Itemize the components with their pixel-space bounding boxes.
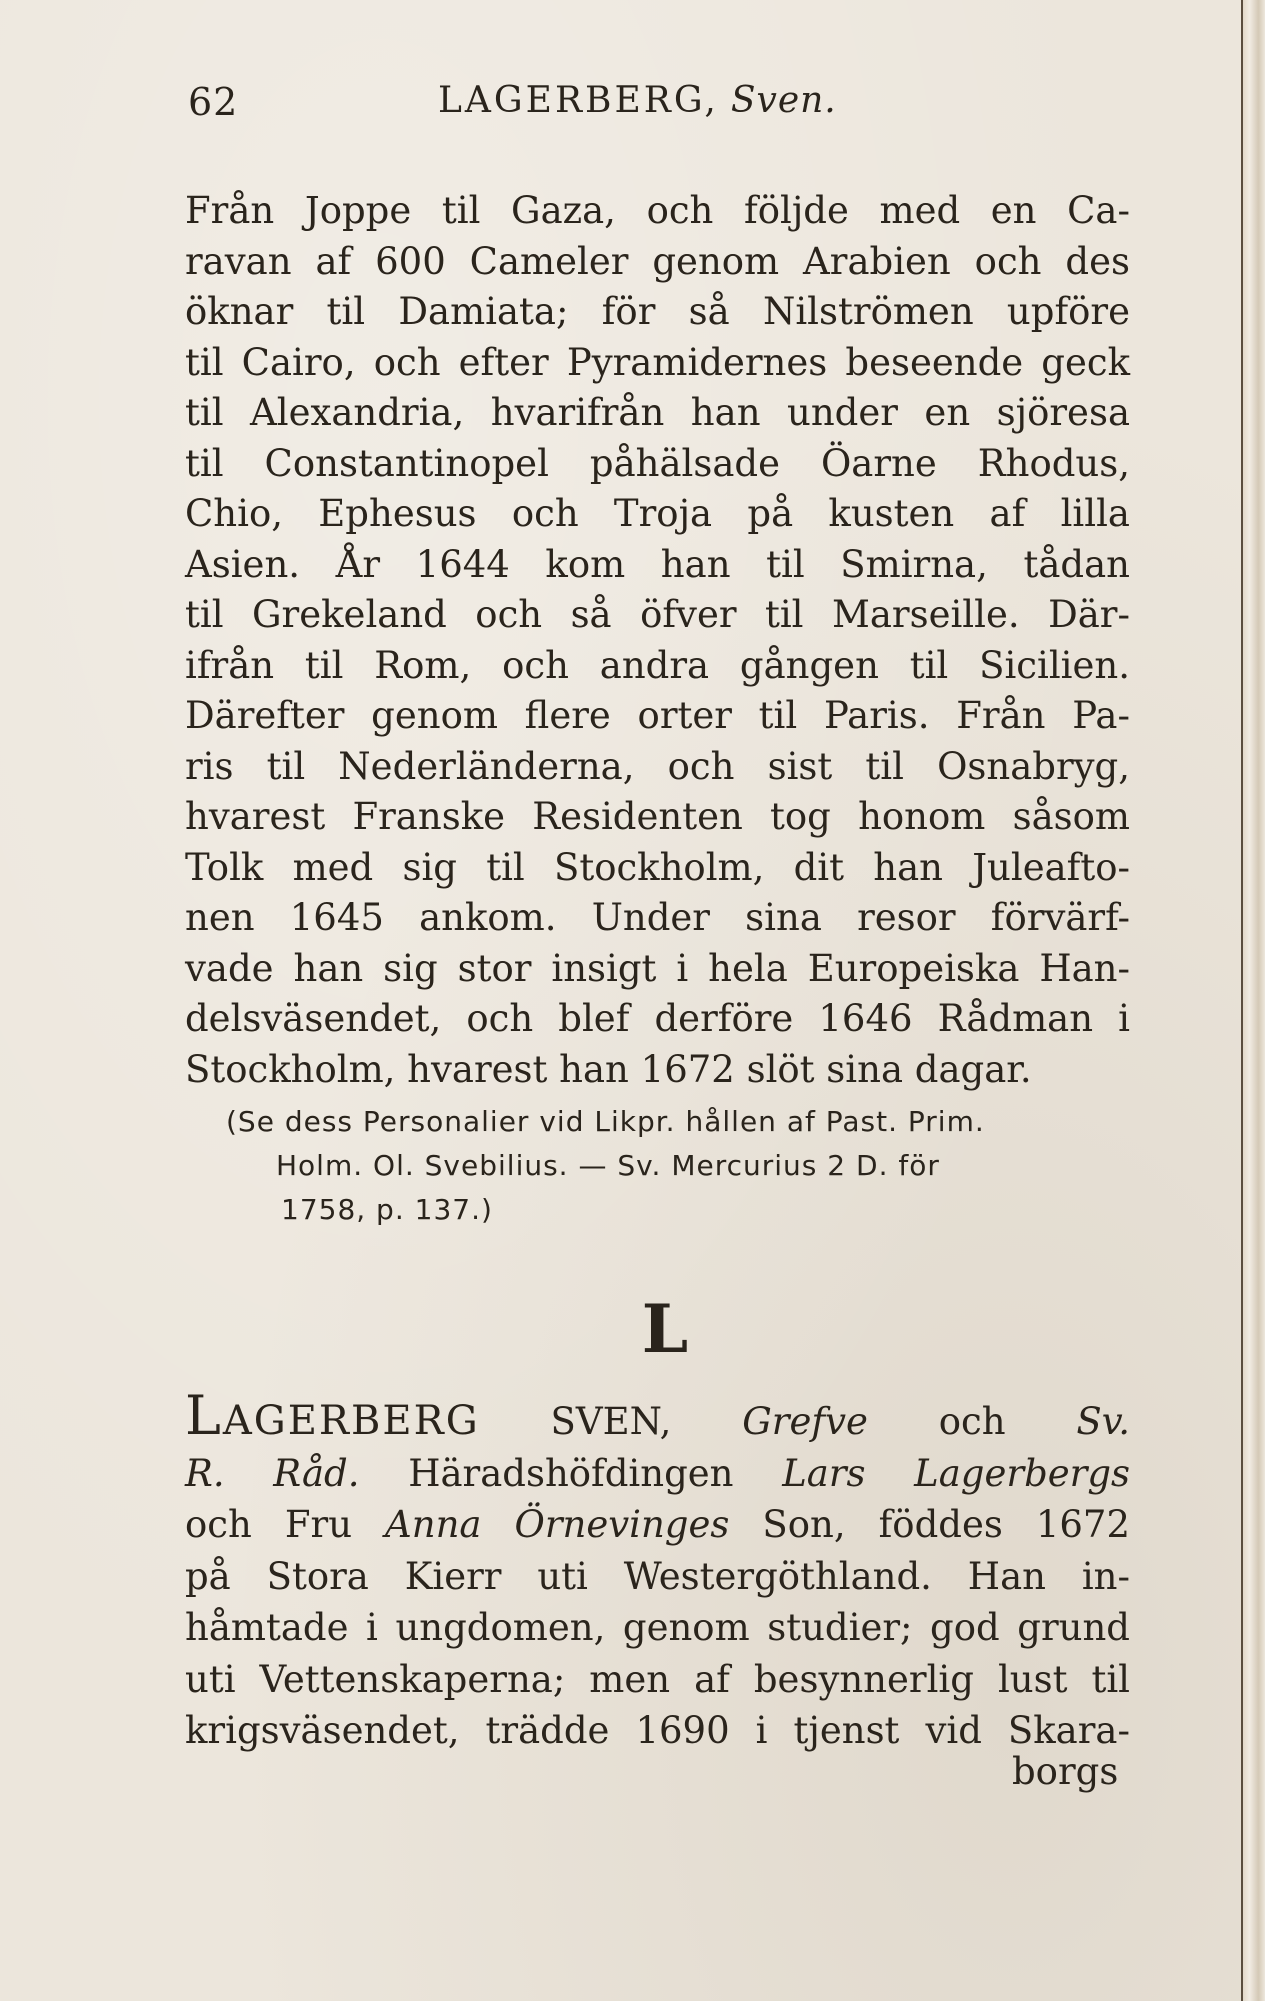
entry-heading-line — [185, 1384, 1131, 1448]
page-number: 62 — [188, 80, 239, 124]
entry-text: Häradshöfdingen — [408, 1451, 734, 1495]
text-line: til Constantinopel påhälsade Öarne Rhodus, — [185, 441, 1130, 485]
entry-heading — [185, 1384, 480, 1447]
running-head-name: Sven. — [730, 80, 837, 121]
text-line: ris til Nederländerna, och sist til Osnabryg, — [185, 744, 1130, 788]
text-line: öknar til Damiata; för så Nilströmen upföre — [185, 290, 1130, 333]
catchword: borgs — [1012, 1750, 1119, 1793]
note-line: (Se dess Personalier vid Likpr. hållen af Past. Prim. — [226, 1105, 985, 1138]
father-name: Lars Lagerbergs — [782, 1451, 1131, 1495]
entry-title: Sv. — [1076, 1400, 1131, 1443]
text-line: Stockholm, hvarest han 1672 slöt sina dagar. — [185, 1047, 1032, 1091]
entry-title: Grefve — [742, 1400, 868, 1443]
entry-text: Son, föddes 1672 — [762, 1503, 1131, 1546]
page-edge — [1241, 0, 1265, 2001]
section-letter: L — [641, 1290, 689, 1368]
entry-surname: AGERBERG — [222, 1398, 480, 1444]
biography-entry — [185, 1384, 1131, 1757]
text-line — [185, 1499, 1130, 1551]
text-line — [185, 1448, 1130, 1500]
entry-initial: L — [185, 1384, 223, 1447]
text-line: nen 1645 ankom. Under sina resor förvärf- — [185, 896, 1130, 939]
text-line: Därefter genom flere orter til Paris. Från Pa- — [185, 694, 1130, 737]
text-line: ravan af 600 Cameler genom Arabien och des — [185, 239, 1130, 283]
text-line: ifrån til Rom, och andra gången til Sicilien. — [185, 643, 1130, 687]
running-head-surname: LAGERBERG, — [438, 80, 719, 121]
text-line: delsväsendet, och blef derföre 1646 Rådman i — [185, 997, 1130, 1040]
entry-text: och Fru — [185, 1503, 353, 1546]
text-line: på Stora Kierr uti Westergöthland. Han in- — [185, 1554, 1130, 1598]
entry-conjunction: och — [938, 1400, 1006, 1443]
text-line: Asien. År 1644 kom han til Smirna, tådan — [185, 542, 1130, 586]
text-line: Från Joppe til Gaza, och följde med en Ca- — [185, 189, 1130, 232]
body-text — [185, 186, 1130, 1095]
text-line: krigsväsendet, trädde 1690 i tjenst vid Skara- — [185, 1709, 1130, 1752]
text-line: Chio, Ephesus och Troja på kusten af lilla — [185, 492, 1130, 535]
note-line: 1758, p. 137.) — [281, 1193, 493, 1226]
text-line: til Grekeland och så öfver til Marseille. Där- — [185, 593, 1130, 636]
text-line: håmtade i ungdomen, genom studier; god grund — [185, 1606, 1130, 1649]
entry-name: SVEN, — [550, 1400, 672, 1443]
text-line: Tolk med sig til Stockholm, dit han Juleafto- — [185, 845, 1130, 889]
entry-title: R. Råd. — [185, 1451, 360, 1495]
running-head — [438, 80, 837, 121]
source-note — [226, 1100, 1136, 1232]
text-line: til Cairo, och efter Pyramidernes beseende geck — [185, 340, 1130, 384]
text-line: uti Vettenskaperna; men af besynnerlig lust til — [185, 1657, 1130, 1701]
text-line: vade han sig stor insigt i hela Europeiska Han- — [185, 946, 1130, 990]
page-header — [188, 70, 1088, 130]
mother-name: Anna Örnevinges — [385, 1503, 730, 1546]
note-line: Holm. Ol. Svebilius. — Sv. Mercurius 2 D. för — [276, 1149, 940, 1182]
text-line: hvarest Franske Residenten tog honom såsom — [185, 795, 1130, 838]
text-line: til Alexandria, hvarifrån han under en sjöresa — [185, 391, 1130, 434]
